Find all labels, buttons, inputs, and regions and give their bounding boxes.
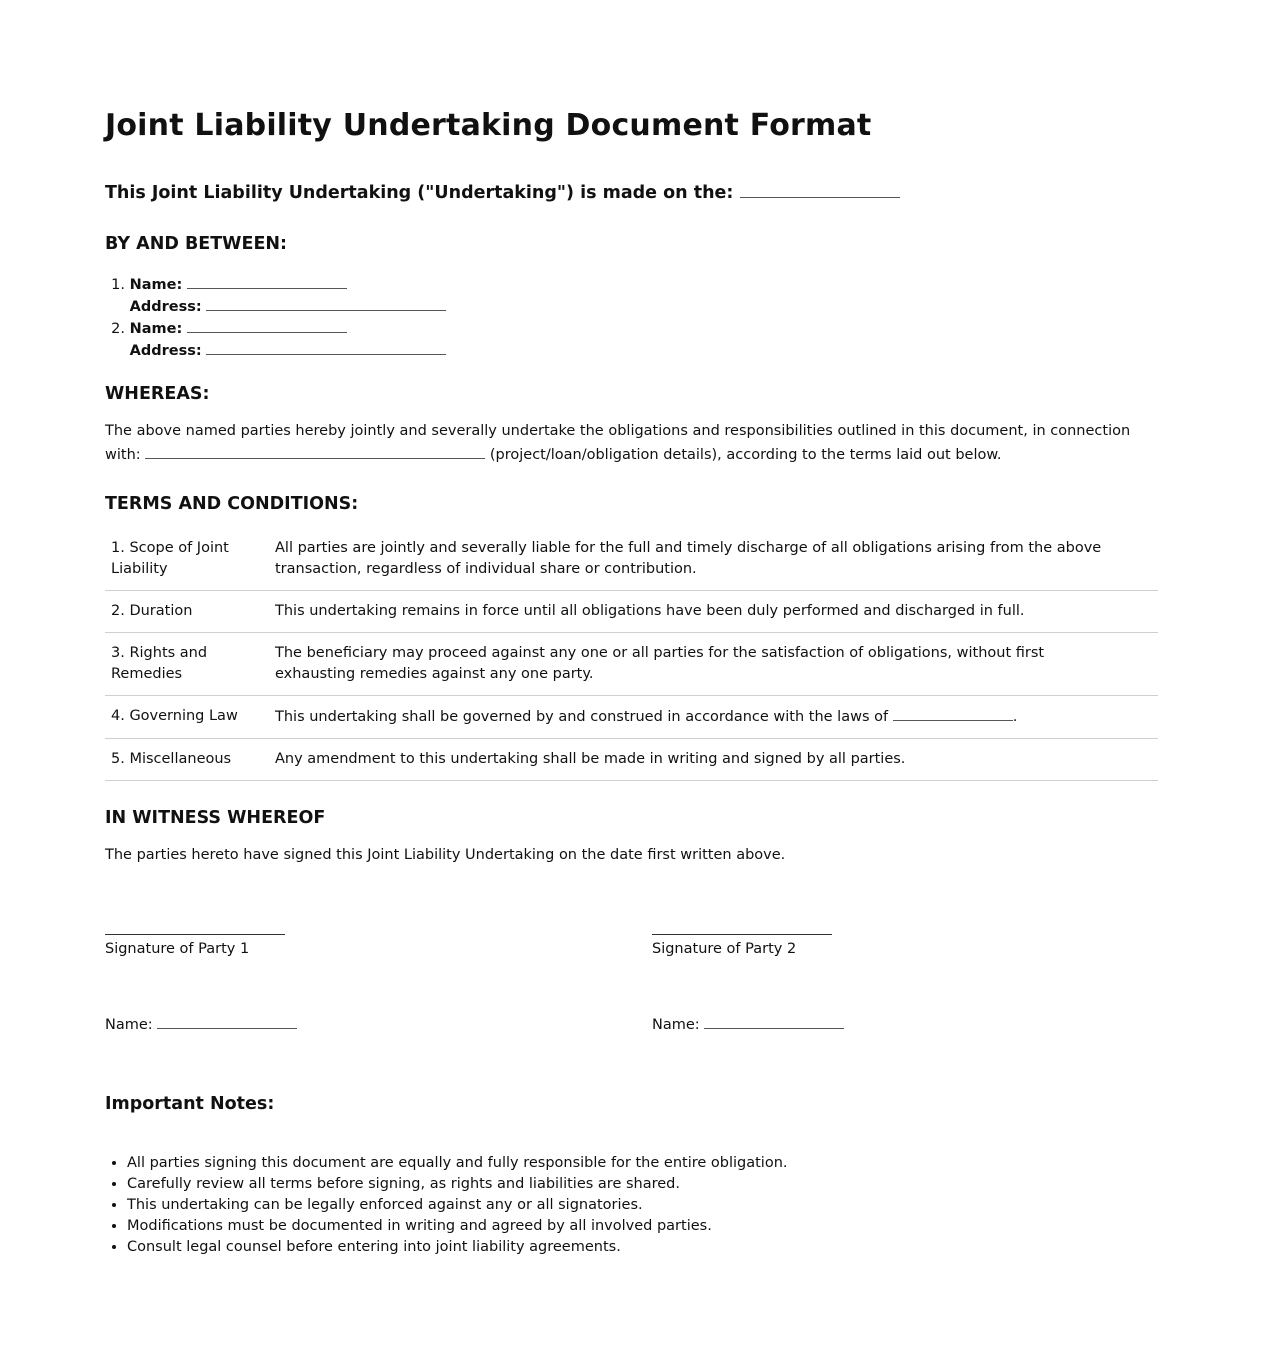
document-title: Joint Liability Undertaking Document Format <box>105 108 872 143</box>
term-text-governing-law <box>269 696 1158 739</box>
party-2-address-label: Address: <box>129 343 202 359</box>
whereas-text-after: (project/loan/obligation details), according to the terms laid out below. <box>489 447 1002 463</box>
term-name: 5. Miscellaneous <box>105 739 269 781</box>
party-2-address-row <box>105 340 446 362</box>
signature-block-party-1 <box>105 922 285 960</box>
party-1-address-blank[interactable] <box>206 296 446 311</box>
witness-text: The parties hereto have signed this Joint Liability Undertaking on the date first written above. <box>105 847 786 863</box>
intro-text: This Joint Liability Undertaking ("Undertaking") is made on the: <box>105 183 734 203</box>
signature-label-party-1: Signature of Party 1 <box>105 941 250 957</box>
signature-line-party-1[interactable] <box>105 922 285 935</box>
whereas-paragraph <box>105 419 1158 467</box>
party-2-name-blank[interactable] <box>187 318 347 333</box>
term-text: This undertaking remains in force until all obligations have been duly performed and discharged in full. <box>269 591 1158 633</box>
whereas-heading: WHEREAS: <box>105 384 210 404</box>
list-item: • All parties signing this document are equally and fully responsible for the entire obligation. <box>127 1153 788 1174</box>
term-name: 4. Governing Law <box>105 696 269 739</box>
governing-law-text: This undertaking shall be governed by and construed in accordance with the laws of <box>275 709 889 725</box>
term-name: 1. Scope of Joint Liability <box>105 528 269 591</box>
name-blank-party-1[interactable] <box>157 1014 297 1029</box>
party-2-name-label: Name: <box>129 321 183 337</box>
name-blank-party-2[interactable] <box>704 1014 844 1029</box>
party-1-address-row <box>105 296 446 318</box>
name-label-party-1: Name: <box>105 1017 153 1033</box>
terms-table <box>105 528 1158 781</box>
terms-heading: TERMS AND CONDITIONS: <box>105 494 359 514</box>
term-text: The beneficiary may proceed against any one or all parties for the satisfaction of obligations, without first exhausting remedies against any one party. <box>269 633 1158 696</box>
table-row <box>105 528 1158 591</box>
term-text: Any amendment to this undertaking shall be made in writing and signed by all parties. <box>269 739 1158 781</box>
table-row <box>105 633 1158 696</box>
list-item: • Consult legal counsel before entering into joint liability agreements. <box>127 1237 788 1258</box>
name-field-party-1 <box>105 1014 297 1036</box>
party-2-name-row <box>105 318 446 340</box>
signature-line-party-2[interactable] <box>652 922 832 935</box>
table-row <box>105 696 1158 739</box>
name-field-party-2 <box>652 1014 844 1036</box>
signature-block-party-2 <box>652 922 832 960</box>
party-1-name-label: Name: <box>129 277 183 293</box>
parties-heading: BY AND BETWEEN: <box>105 234 288 254</box>
term-name: 2. Duration <box>105 591 269 633</box>
parties-list <box>105 274 446 362</box>
obligation-details-blank[interactable] <box>145 444 485 459</box>
list-item: • This undertaking can be legally enforced against any or all signatories. <box>127 1195 788 1216</box>
governing-law-suffix: . <box>1012 709 1018 725</box>
signature-label-party-2: Signature of Party 2 <box>652 941 797 957</box>
party-1-number: 1. <box>111 277 125 293</box>
witness-heading: IN WITNESS WHEREOF <box>105 808 326 828</box>
date-blank[interactable] <box>740 183 900 198</box>
whereas-text-before: The above named parties hereby jointly and severally undertake the obligations and responsibilities outlined in this document, in connection with: <box>105 423 1131 463</box>
notes-list <box>105 1153 788 1258</box>
intro-line <box>105 183 900 203</box>
term-name: 3. Rights and Remedies <box>105 633 269 696</box>
party-1-name-row <box>105 274 446 296</box>
party-2-address-blank[interactable] <box>206 340 446 355</box>
party-1-name-blank[interactable] <box>187 274 347 289</box>
notes-heading: Important Notes: <box>105 1094 275 1114</box>
governing-law-blank[interactable] <box>893 706 1013 721</box>
party-1-address-label: Address: <box>129 299 202 315</box>
party-2-number: 2. <box>111 321 125 337</box>
table-row <box>105 739 1158 781</box>
list-item: • Modifications must be documented in writing and agreed by all involved parties. <box>127 1216 788 1237</box>
list-item: • Carefully review all terms before signing, as rights and liabilities are shared. <box>127 1174 788 1195</box>
table-row <box>105 591 1158 633</box>
name-label-party-2: Name: <box>652 1017 700 1033</box>
term-text: All parties are jointly and severally liable for the full and timely discharge of all obligations arising from the above transaction, regardless of individual share or contribution. <box>269 528 1158 591</box>
